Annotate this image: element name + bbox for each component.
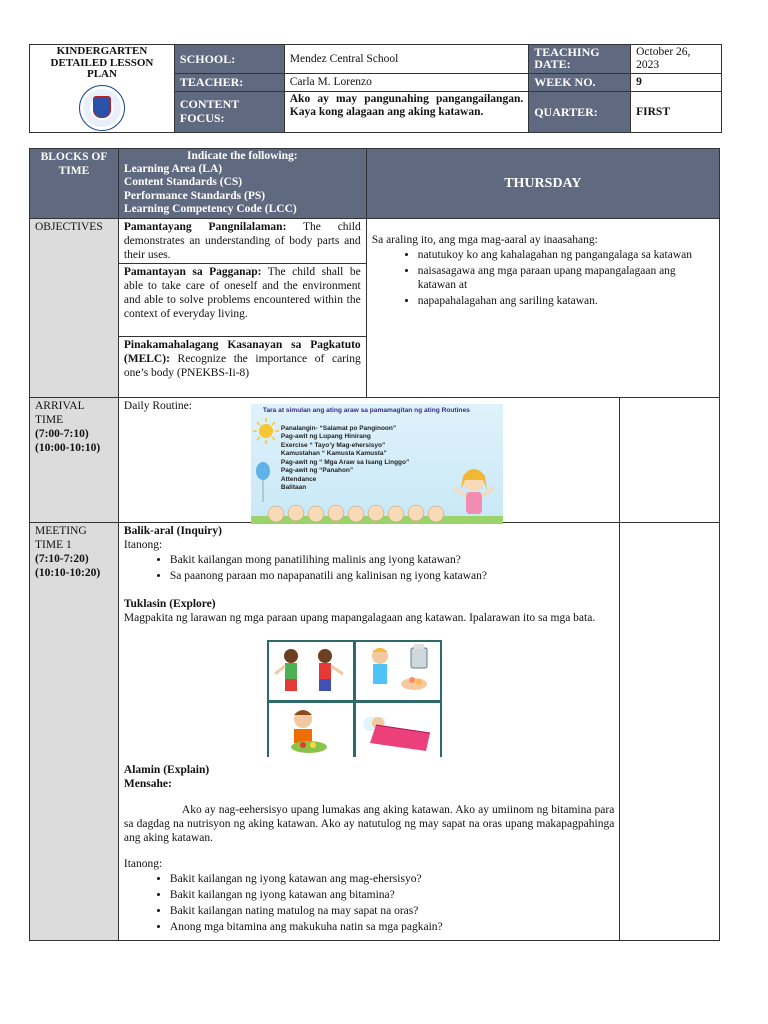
week-label: WEEK NO. <box>529 73 631 91</box>
teacher-label: TEACHER: <box>174 73 284 91</box>
vitamins-icon <box>356 642 440 696</box>
exercise-icon <box>269 642 353 696</box>
header-table <box>29 44 722 133</box>
arrival-label: ARRIVAL TIME (7:00-7:10) (10:00-10:10) <box>30 398 119 523</box>
quarter-value: FIRST <box>631 92 722 133</box>
exercise-picture <box>269 642 353 700</box>
list-item: • Anong mga bitamina ang makukuha natin sa mga pagkain? <box>170 920 614 934</box>
day-header: THURSDAY <box>366 149 719 219</box>
healthy-food-icon <box>269 703 353 757</box>
blocks-of-time-header: BLOCKS OF TIME <box>30 149 119 219</box>
alamin-questions <box>124 872 614 934</box>
content-focus-value: Ako ay may pangunahing pangangailangan. Kaya kong alagaan ang aking katawan. <box>284 92 528 133</box>
content-standard-cell: Pamantayang Pangnilalaman: The child demonstrates an understanding of body parts and their uses. <box>118 219 366 264</box>
vitamins-picture <box>356 642 440 700</box>
balik-aral-title: Balik-aral (Inquiry) <box>123 525 222 538</box>
school-value: Mendez Central School <box>284 45 528 74</box>
sleeping-icon <box>356 703 440 757</box>
children-faces-icon <box>251 504 503 524</box>
mensahe-label: Mensahe: <box>123 778 172 791</box>
deped-seal-icon <box>79 85 125 131</box>
objectives-cell: Sa araling ito, ang mga mag-aaral ay inaasahang: • natutukoy ko ang kahalagahan ng pangangalaga sa katawan • naisasagawa ang mga paraan upang mapangalagaan ang katawan at • napapahalagahan ang sariling katawan. <box>366 219 719 398</box>
objectives-label: OBJECTIVES <box>30 219 119 398</box>
objectives-list <box>372 248 714 308</box>
poster-routine-list: Panalangin- “Salamat po Panginoon” Pag-awit ng Lupang Hinirang Exercise “ Tayo’y Mag-ehersisyo” Kamustahan “ Kamusta Kamusta” Pag-awit ng “ Mga Araw sa Isang Linggo” Pag-awit ng “Panahon” Attendance Balitaan <box>280 425 410 492</box>
lesson-table <box>29 148 720 941</box>
school-label: SCHOOL: <box>174 45 284 74</box>
list-item: • naisasagawa ang mga paraan upang mapangalagaan ang katawan at <box>418 264 714 292</box>
list-item: • Sa paanong paraan mo napapanatili ang kalinisan ng iyong katawan? <box>170 569 614 583</box>
arrival-notes-cell <box>620 398 720 523</box>
week-value: 9 <box>631 73 722 91</box>
teaching-date-value: October 26, 2023 <box>631 45 722 74</box>
eating-picture <box>269 703 353 761</box>
meeting-label: MEETING TIME 1 (7:10-7:20) (10:10-10:20) <box>30 523 119 941</box>
self-care-picture-grid <box>267 640 442 757</box>
meeting-cell: Balik-aral (Inquiry) Itanong: • Bakit kailangan mong panatilihing malinis ang iyong katawan? • Sa paanong paraan mo napapanatili ang kalinisan ng iyong katawan? Tuklasin (Explore) Magpakita ng larawan ng mga paraan upang mapangalagaan ang katawan. Ipalarawan ito sa mga bata. Alamin (Explain) Mensahe: Ako ay nag-eehersisyo upang lumakas ang aking katawan. Ako ay umiinom ng bitamina para sa dagdag na nutrisyon ng aking katawan. Ako ay natutulog ng may sapat na oras upang makapagpahinga ang aking katawan. Itanong: • Bakit kailangan ng iyong katawan ang mag-ehersisyo? • Bakit kailangan ng iyong katawan ang bitamina? • Bakit kailangan nating matulog na may sapat na oras? • Anong mga bitamina ang makukuha natin sa mga pagkain? <box>118 523 619 941</box>
lesson-plan-title: KINDERGARTEN DETAILED LESSON PLAN <box>30 45 175 133</box>
mensahe-text: Ako ay nag-eehersisyo upang lumakas ang aking katawan. Ako ay umiinom ng bitamina para sa dagdag na nutrisyon ng aking katawan. Ako ay natutulog ng may sapat na oras upang makapagpahinga ang aking katawan. <box>123 804 615 845</box>
alamin-title: Alamin (Explain) <box>123 764 210 777</box>
teacher-value: Carla M. Lorenzo <box>284 73 528 91</box>
poster-title: Tara at simulan ang ating araw sa pamamagitan ng ating Routines <box>262 407 470 415</box>
list-item: • Bakit kailangan ng iyong katawan ang mag-ehersisyo? <box>170 872 614 886</box>
routine-poster <box>251 404 503 524</box>
balik-aral-questions <box>124 553 614 583</box>
list-item: • Bakit kailangan mong panatilihing malinis ang iyong katawan? <box>170 553 614 567</box>
performance-standard-cell: Pamantayan sa Pagganap: The child shall be able to take care of oneself and the environment and able to solve problems encountered within the context of everyday living. <box>118 264 366 337</box>
tuklasin-text: Magpakita ng larawan ng mga paraan upang mapangalagaan ang katawan. Ipalarawan ito sa mga bata. <box>123 612 596 625</box>
list-item: • napapahalagahan ang sariling katawan. <box>418 294 714 308</box>
teaching-date-label: TEACHING DATE: <box>529 45 631 74</box>
list-item: • Bakit kailangan nating matulog na may sapat na oras? <box>170 904 614 918</box>
balloon-icon <box>255 462 271 502</box>
list-item: • natutukoy ko ang kahalagahan ng pangangalaga sa katawan <box>418 248 714 262</box>
tuklasin-title: Tuklasin (Explore) <box>123 598 216 611</box>
meeting-notes-cell <box>620 523 720 941</box>
list-item: • Bakit kailangan ng iyong katawan ang bitamina? <box>170 888 614 902</box>
indicate-header: Indicate the following: Learning Area (LA) Content Standards (CS) Performance Standards (PS) Learning Competency Code (LCC) <box>118 149 366 219</box>
melc-cell: Pinakamahalagang Kasanayan sa Pagkatuto (MELC): Recognize the importance of caring one’s body (PNEKBS-Ii-8) <box>118 337 366 398</box>
content-focus-label: CONTENT FOCUS: <box>174 92 284 133</box>
sun-icon <box>253 418 279 444</box>
sleeping-picture <box>356 703 440 761</box>
arrival-cell: Daily Routine: Tara at simulan ang ating araw sa pamamagitan ng ating Routines Panalangin- “Salamat po Panginoon” Pag-awit ng Lupang Hinirang Exercise “ Tayo’y Mag-ehersisyo” Kamustahan “ Kamusta Kamusta” Pag-awit ng “ Mga Araw sa Isang Linggo” Pag-awit ng “Panahon” Attendance Balitaan <box>118 398 619 523</box>
quarter-label: QUARTER: <box>529 92 631 133</box>
